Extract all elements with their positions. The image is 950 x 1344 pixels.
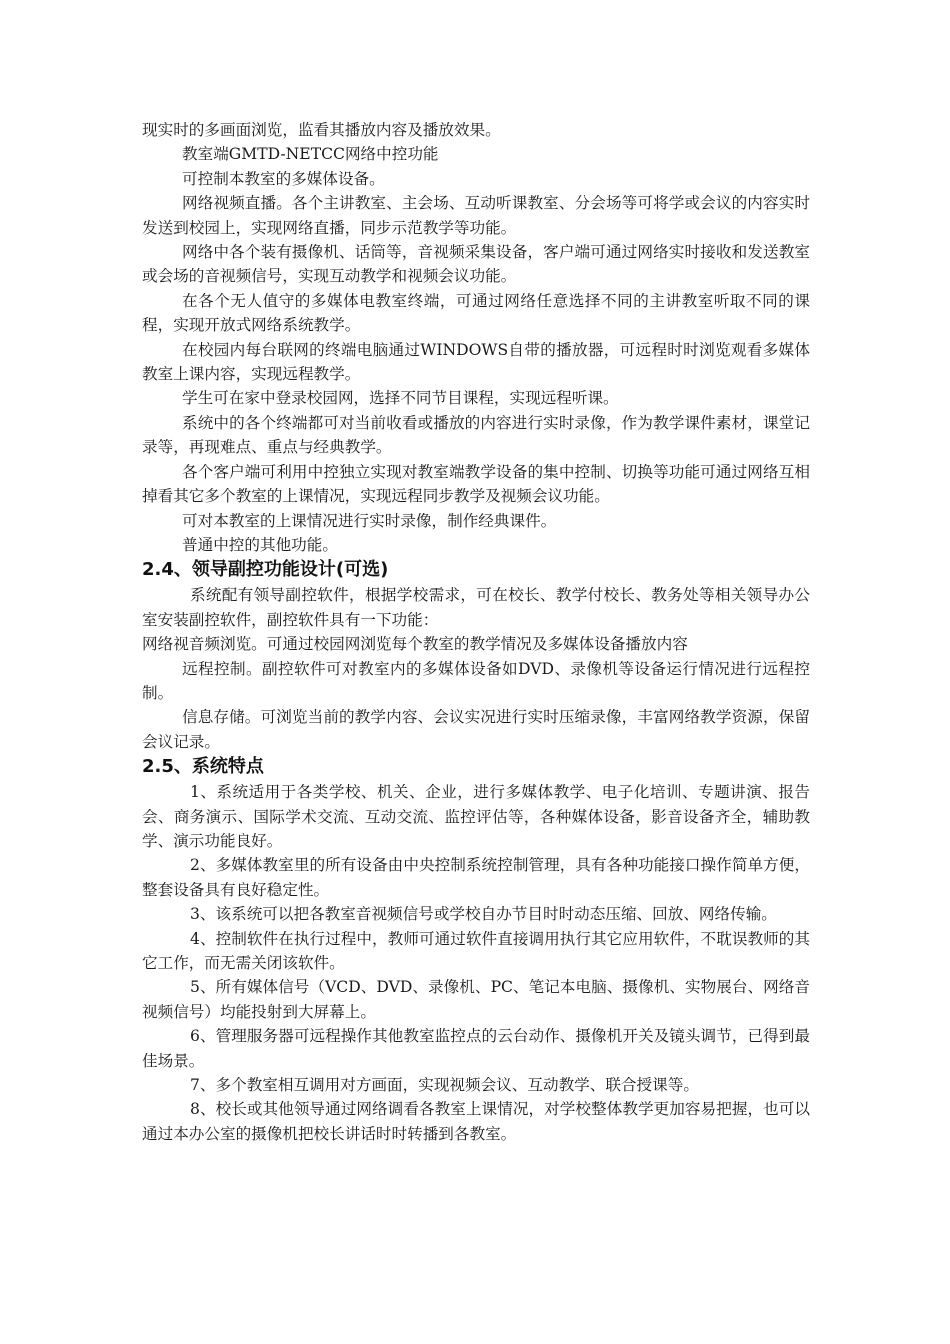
paragraph: 远程控制。副控软件可对教室内的多媒体设备如DVD、录像机等设备运行情况进行远程控制。 — [142, 659, 810, 702]
feature-item: 4、控制软件在执行过程中，教师可通过软件直接调用执行其它应用软件，不耽误教师的其它工作，而无需关闭该软件。 — [142, 929, 810, 972]
paragraph: 可对本教室的上课情况进行实时录像，制作经典课件。 — [182, 511, 557, 530]
paragraph: 网络视频直播。各个主讲教室、主会场、互动听课教室、分会场等可将学或会议的内容实时发送到校园上，实现网络直播，同步示范教学等功能。 — [142, 194, 810, 237]
paragraph: 现实时的多画面浏览，监看其播放内容及播放效果。 — [142, 121, 501, 139]
paragraph: 各个客户端可利用中控独立实现对教室端教学设备的集中控制、切换等功能可通过网络互相掉看其它多个教室的上课情况，实现远程同步教学及视频会议功能。 — [142, 462, 810, 506]
paragraph: 网络中各个装有摄像机、话筒等，音视频采集设备，客户端可通过网络实时接收和发送教室或会场的音视频信号，实现互动教学和视频会议功能。 — [142, 243, 810, 286]
paragraph: 普通中控的其他功能。 — [182, 535, 338, 554]
paragraph: 系统中的各个终端都可对当前收看或播放的内容进行实时录像，作为教学课件素材，课堂记录等，再现难点、重点与经典教学。 — [142, 413, 810, 457]
paragraph: 学生可在家中登录校园网，选择不同节目课程，实现远程听课。 — [182, 389, 619, 408]
feature-item: 7、多个教室相互调用对方画面，实现视频会议、互动教学、联合授课等。 — [190, 1076, 699, 1095]
feature-item: 3、该系统可以把各教室音视频信号或学校自办节目时时动态压缩、回放、网络传输。 — [190, 905, 777, 924]
paragraph: 可控制本教室的多媒体设备。 — [182, 169, 385, 188]
paragraph: 信息存储。可浏览当前的教学内容、会议实况进行实时压缩录像，丰富网络教学资源，保留会议记录。 — [142, 708, 810, 751]
section-heading-2-5: 2.5、系统特点 — [142, 756, 264, 778]
paragraph: 教室端GMTD-NETCC网络中控功能 — [182, 145, 439, 164]
feature-item: 6、管理服务器可远程操作其他教室监控点的云台动作、摄像机开关及镜头调节，已得到最佳场景。 — [142, 1027, 810, 1070]
feature-item: 2、多媒体教室里的所有设备由中央控制系统控制管理，具有各种功能接口操作简单方便，整套设备具有良好稳定性。 — [142, 856, 810, 899]
feature-item: 8、校长或其他领导通过网络调看各教室上课情况，对学校整体教学更加容易把握，也可以通过本办公室的摄像机把校长讲话时时转播到各教室。 — [142, 1100, 810, 1143]
feature-item: 5、所有媒体信号（VCD、DVD、录像机、PC、笔记本电脑、摄像机、实物展台、网络音视频信号）均能投射到大屏幕上。 — [142, 978, 810, 1021]
section-heading-2-4: 2.4、领导副控功能设计(可选) — [142, 559, 389, 581]
document-page — [142, 118, 810, 1146]
paragraph: 在各个无人值守的多媒体电教室终端，可通过网络任意选择不同的主讲教室听取不同的课程，实现开放式网络系统教学。 — [142, 291, 810, 335]
paragraph: 网络视音频浏览。可通过校园网浏览每个教室的教学情况及多媒体设备播放内容 — [142, 635, 688, 654]
paragraph: 系统配有领导副控软件，根据学校需求，可在校长、教学付校长、教务处等相关领导办公室安装副控软件，副控软件具有一下功能： — [142, 586, 810, 629]
paragraph: 在校园内每台联网的终端电脑通过WINDOWS自带的播放器，可远程时时浏览观看多媒体教室上课内容，实现远程教学。 — [142, 340, 810, 384]
feature-item: 1、系统适用于各类学校、机关、企业，进行多媒体教学、电子化培训、专题讲演、报告会、商务演示、国际学术交流、互动交流、监控评估等，各种媒体设备，影音设备齐全，辅助教学、演示功能良好。 — [142, 783, 810, 850]
